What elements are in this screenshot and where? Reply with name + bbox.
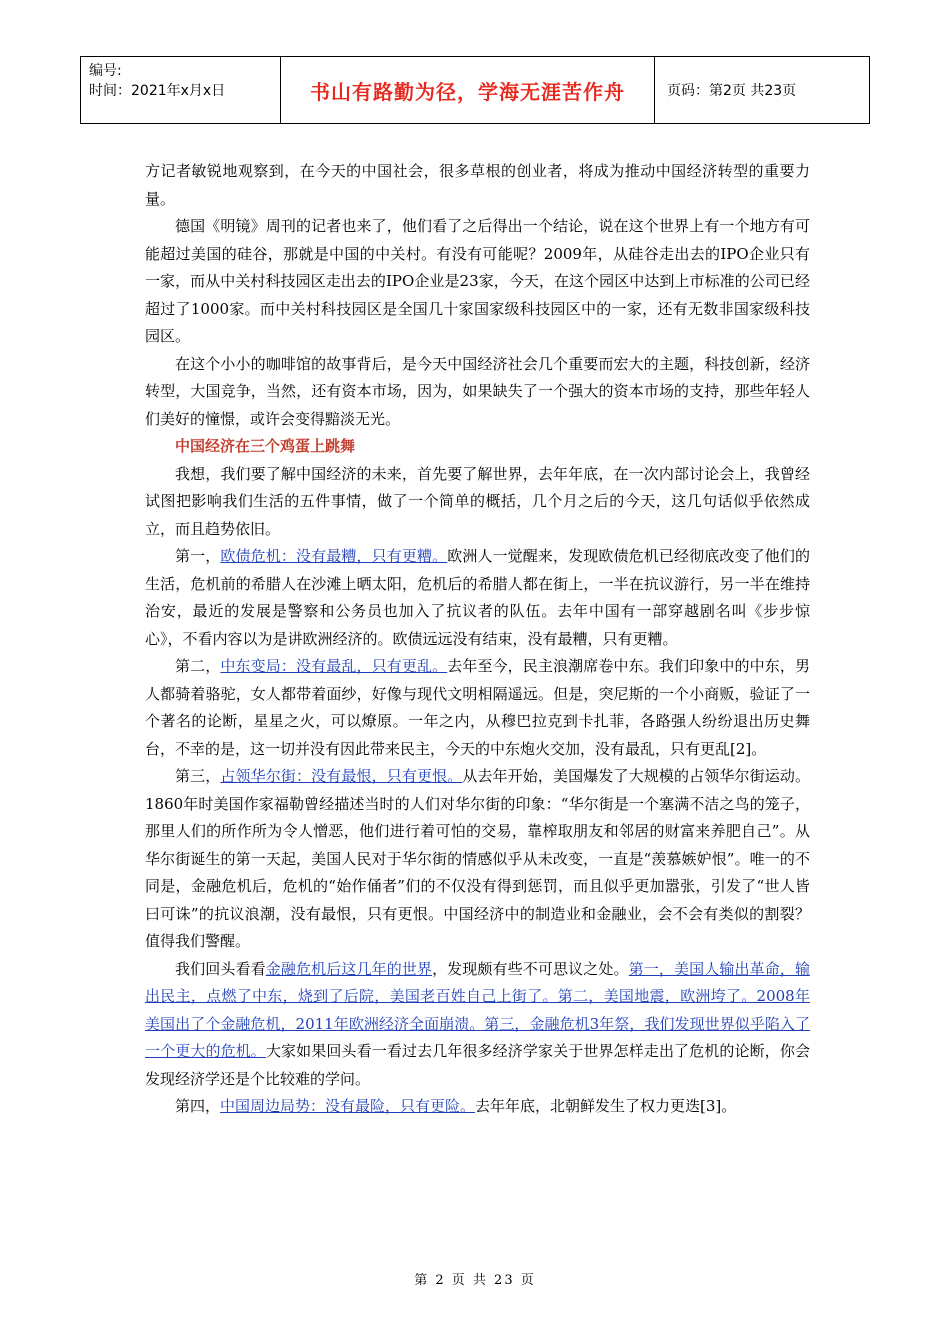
link-post-crisis-world[interactable]: 金融危机后这几年的世界 — [265, 959, 433, 978]
header-meta — [81, 57, 281, 123]
link-three-points[interactable]: 第一，美国人输出革命，输出民主，点燃了中东，烧到了后院，美国老百姓自己上街了。第二，美国地震，欧洲垮了。2008年美国出了个金融危机，2011年欧洲经济全面崩溃。第三，金融危机3年祭，我们发现世界似乎陷入了一个更大的危机。 — [145, 959, 810, 1060]
paragraph: 我想，我们要了解中国经济的未来，首先要了解世界，去年年底，在一次内部讨论会上，我曾经试图把影响我们生活的五件事情，做了一个简单的概括，几个月之后的今天，这几句话似乎依然成立，而且趋势依旧。 — [145, 464, 810, 538]
paragraph — [145, 653, 810, 763]
paragraph-lead: 我们回头看看 — [175, 959, 266, 978]
paragraph-text: 去年年底，北朝鲜发生了权力更迭[3]。 — [475, 1097, 737, 1115]
link-occupy-wall-street[interactable]: 占领华尔街：没有最恨，只有更恨。 — [220, 767, 463, 785]
document-time-label: 时间：2021年x月x日 — [89, 83, 226, 99]
paragraph-lead: 第一， — [175, 547, 221, 565]
paragraph — [145, 956, 810, 1094]
paragraph-lead: 第三， — [175, 767, 221, 785]
paragraph: 德国《明镜》周刊的记者也来了，他们看了之后得出一个结论，说在这个世界上有一个地方有可能超过美国的硅谷，那就是中国的中关村。有没有可能呢？2009年，从硅谷走出去的IPO企业只有一家，而从中关村科技园区走出去的IPO企业是23家，今天，在这个园区中达到上市标准的公司已经超过了1000家。而中关村科技园区是全国几十家国家级科技园区中的一家，还有无数非国家级科技园区。 — [145, 217, 810, 345]
paragraph — [145, 763, 810, 956]
document-number-label: 编号: — [89, 63, 122, 79]
page-footer: 第 2 页 共 23 页 — [414, 1273, 536, 1288]
paragraph-text: 欧洲人一觉醒来，发现欧债危机已经彻底改变了他们的生活，危机前的希腊人在沙滩上晒太阳，危机后的希腊人都在街上，一半在抗议游行，另一半在维持治安，最近的发展是警察和公务员也加入了抗议者的队伍。去年中国有一部穿越剧名叫《步步惊心》，不看内容以为是讲欧洲经济的。欧债远远没有结束，没有最糟，只有更糟。 — [145, 547, 810, 648]
document-body — [145, 158, 810, 1121]
paragraph-text: 从去年开始，美国爆发了大规模的占领华尔街运动。1860年时美国作家福勒曾经描述当时的人们对华尔街的印象：“华尔街是一个塞满不洁之鸟的笼子，那里人们的所作所为令人憎恶，他们进行着可怕的交易，靠榨取朋友和邻居的财富来养肥自己”。从华尔街诞生的第一天起，美国人民对于华尔街的情感似乎从未改变，一直是“羡慕嫉妒恨”。唯一的不同是，金融危机后，危机的“始作俑者”们的不仅没有得到惩罚，而且似乎更加嚣张，引发了“世人皆曰可诛”的抗议浪潮，没有最恨，只有更恨。中国经济中的制造业和金融业，会不会有类似的割裂？值得我们警醒。 — [145, 767, 810, 950]
link-china-periphery[interactable]: 中国周边局势：没有最险，只有更险。 — [220, 1097, 476, 1115]
link-middle-east[interactable]: 中东变局：没有最乱，只有更乱。 — [220, 657, 448, 675]
link-euro-debt-crisis[interactable]: 欧债危机：没有最糟，只有更糟。 — [220, 547, 448, 565]
page-header — [80, 56, 870, 124]
paragraph — [145, 1093, 810, 1121]
paragraph-lead: 第四， — [175, 1097, 221, 1115]
paragraph — [145, 543, 810, 653]
paragraph: 方记者敏锐地观察到，在今天的中国社会，很多草根的创业者，将成为推动中国经济转型的重要力量。 — [145, 162, 810, 208]
paragraph: 在这个小小的咖啡馆的故事背后，是今天中国经济社会几个重要而宏大的主题，科技创新，经济转型，大国竞争，当然，还有资本市场，因为，如果缺失了一个强大的资本市场的支持，那些年轻人们美好的憧憬，或许会变得黯淡无光。 — [145, 354, 810, 428]
header-page-info: 页码：第2页 共23页 — [667, 83, 797, 99]
paragraph-text: ，发现颇有些不可思议之处。 — [432, 959, 629, 978]
section-heading: 中国经济在三个鸡蛋上跳舞 — [175, 437, 356, 455]
header-motto: 书山有路勤为径，学海无涯苦作舟 — [281, 57, 655, 123]
paragraph-text: 去年至今，民主浪潮席卷中东。我们印象中的中东，男人都骑着骆驼，女人都带着面纱，好像与现代文明相隔遥远。但是，突尼斯的一个小商贩，验证了一个著名的论断，星星之火，可以燎原。一年之内，从穆巴拉克到卡扎菲，各路强人纷纷退出历史舞台，不幸的是，这一切并没有因此带来民主，今天的中东炮火交加，没有最乱，只有更乱[2]。 — [145, 657, 810, 758]
paragraph-text: 大家如果回头看一看过去几年很多经济学家关于世界怎样走出了危机的论断，你会发现经济学还是个比较难的学问。 — [145, 1042, 810, 1088]
paragraph-lead: 第二， — [175, 657, 221, 675]
